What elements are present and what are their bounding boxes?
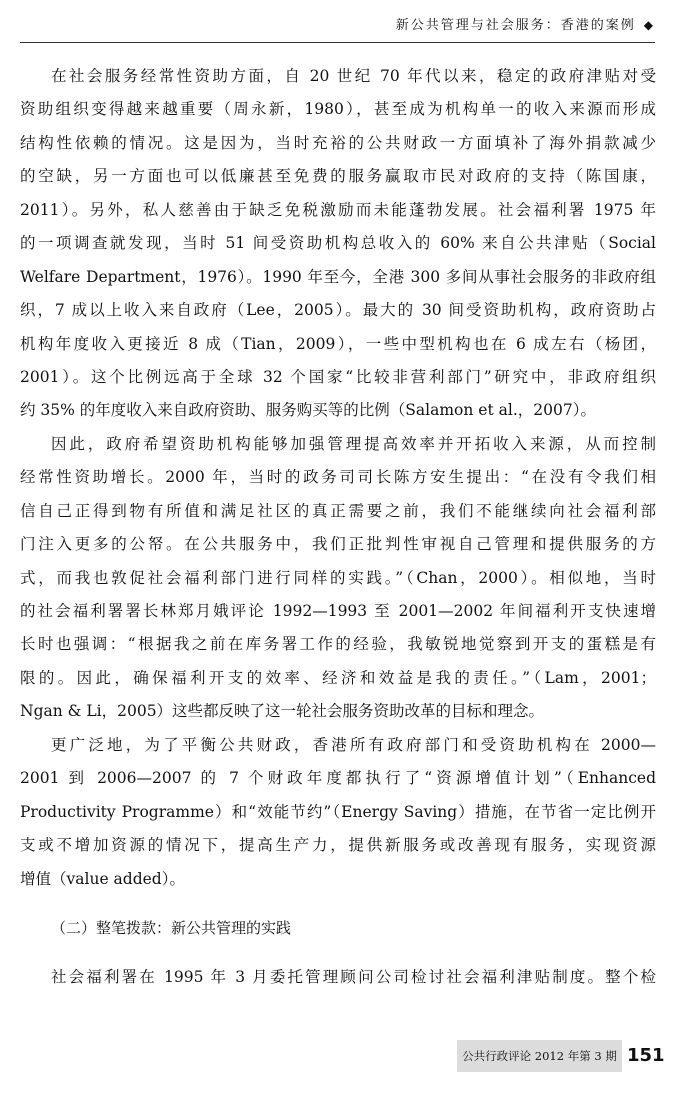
text-line: 的社会福利署署长林郑月娥评论 1992—1993 至 2001—2002 年间福利开支快速增 — [20, 602, 656, 620]
text-line: 信自己正得到物有所值和满足社区的真正需要之前，我们不能继续向社会福利部 — [20, 501, 656, 520]
text-line: 约 35% 的年度收入来自政府资助、服务购买等的比例（Salamon et al.，2007）。 — [20, 401, 596, 420]
text-line: 的一项调查就发现，当时 51 间受资助机构总收入的 60% 来自公共津贴（Social — [20, 234, 656, 253]
text-line: Ngan & Li，2005）这些都反映了这一轮社会服务资助改革的目标和理念。 — [20, 702, 545, 721]
text-line: 更广泛地，为了平衡公共财政，香港所有政府部门和受资助机构在 2000— — [51, 735, 656, 754]
journal-issue: 公共行政评论 2012 年第 3 期 — [457, 1040, 622, 1072]
text-line: 式，而我也敦促社会福利部门进行同样的实践。”（Chan，2000）。相似地，当时 — [20, 568, 656, 587]
text-line: 资助组织变得越来越重要（周永新，1980），甚至成为机构单一的收入来源而形成 — [20, 100, 656, 119]
text-line: Productivity Programme）和“效能节约”（Energy Saving）措施，在节省一定比例开 — [20, 802, 656, 821]
text-line: 增值（value added）。 — [20, 869, 185, 888]
running-title: 新公共管理与社会服务：香港的案例 — [395, 18, 636, 33]
text-line: 机构年度收入更接近 8 成（Tian，2009），一些中型机构也在 6 成左右（杨团， — [20, 334, 656, 353]
text-line: 织，7 成以上收入来自政府（Lee，2005）。最大的 30 间受资助机构，政府资助占 — [20, 301, 656, 320]
page-footer — [457, 1040, 665, 1072]
text-line: 因此，政府希望资助机构能够加强管理提高效率并开拓收入来源，从而控制 — [51, 434, 656, 453]
section-spacer — [20, 896, 656, 912]
text-line: Welfare Department，1976）。1990 年至今，全港 300 多间从事社会服务的非政府组 — [20, 267, 656, 286]
diamond-icon: ◆ — [643, 18, 655, 32]
text-line: 长时也强调：“根据我之前在库务署工作的经验，我敏锐地觉察到开支的蛋糕是有 — [20, 635, 656, 654]
text-line: 门注入更多的公帑。在公共服务中，我们正批判性审视自己管理和提供服务的方 — [20, 535, 656, 554]
text-line: 社会福利署在 1995 年 3 月委托管理顾问公司检讨社会福利津贴制度。整个检 — [51, 968, 656, 987]
text-line: 2011）。另外，私人慈善由于缺乏免税激励而未能蓬勃发展。社会福利署 1975 年 — [20, 200, 656, 219]
article-body — [20, 60, 656, 995]
page-number: 151 — [627, 1045, 665, 1066]
text-line: 支或不增加资源的情况下，提高生产力，提供新服务或改善现有服务，实现资源 — [20, 836, 656, 855]
text-line: 的空缺，另一方面也可以低廉甚至免费的服务赢取市民对政府的支持（陈国康， — [20, 167, 656, 186]
text-line: 结构性依赖的情况。这是因为，当时充裕的公共财政一方面填补了海外捐款减少 — [20, 133, 656, 152]
text-line: 2001 到 2006—2007 的 7 个财政年度都执行了“资源增值计划”（Enhanced — [20, 769, 656, 788]
text-line: 2001）。这个比例远高于全球 32 个国家“比较非营利部门”研究中，非政府组织 — [20, 367, 656, 386]
header-rule — [20, 42, 655, 43]
section-heading: （二）整笔拨款：新公共管理的实践 — [51, 918, 292, 937]
text-line: 在社会服务经常性资助方面，自 20 世纪 70 年代以来，稳定的政府津贴对受 — [51, 67, 656, 85]
text-line: 限的。因此，确保福利开支的效率、经济和效益是我的责任。”（Lam，2001； — [20, 668, 656, 687]
running-header — [20, 14, 655, 39]
text-line: 经常性资助增长。2000 年，当时的政务司司长陈方安生提出：“在没有令我们相 — [20, 468, 656, 487]
section-spacer — [20, 945, 656, 961]
